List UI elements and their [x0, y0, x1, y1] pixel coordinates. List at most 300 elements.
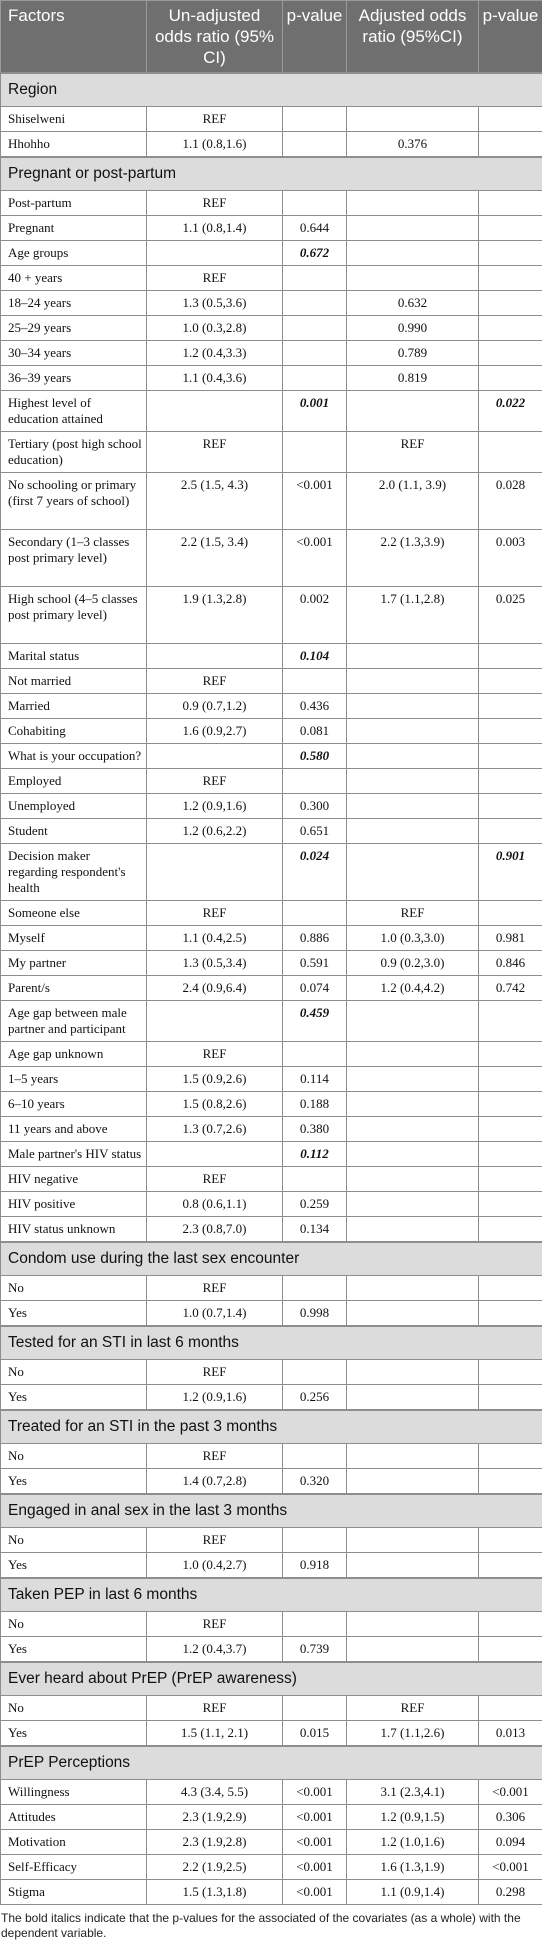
factor-cell: Myself: [1, 926, 147, 951]
p-value-adjusted-cell: [479, 241, 542, 266]
unadjusted-or-cell: 1.1 (0.8,1.4): [147, 216, 283, 241]
header-factors: Factors: [1, 1, 147, 74]
adjusted-or-cell: [347, 844, 479, 901]
table-row: [1, 530, 542, 587]
factor-cell: 25–29 years: [1, 316, 147, 341]
p-value-adjusted-cell: [479, 1637, 542, 1663]
adjusted-or-cell: [347, 669, 479, 694]
table-row: [1, 1192, 542, 1217]
factor-cell: Shiselweni: [1, 107, 147, 132]
p-value-unadjusted-cell: 0.918: [283, 1553, 347, 1579]
p-value-unadjusted-cell: [283, 669, 347, 694]
adjusted-or-cell: [347, 1360, 479, 1385]
adjusted-or-cell: [347, 216, 479, 241]
unadjusted-or-cell: [147, 644, 283, 669]
adjusted-or-cell: [347, 1444, 479, 1469]
p-value-adjusted-cell: [479, 1385, 542, 1411]
section-label: Region: [1, 73, 542, 107]
unadjusted-or-cell: 0.9 (0.7,1.2): [147, 694, 283, 719]
adjusted-or-cell: 1.6 (1.3,1.9): [347, 1855, 479, 1880]
p-value-unadjusted-cell: [283, 1528, 347, 1553]
p-value-unadjusted-cell: <0.001: [283, 473, 347, 530]
adjusted-or-cell: [347, 1612, 479, 1637]
unadjusted-or-cell: 1.1 (0.8,1.6): [147, 132, 283, 158]
p-value-adjusted-cell: [479, 1042, 542, 1067]
p-value-unadjusted-cell: [283, 291, 347, 316]
factor-cell: Yes: [1, 1301, 147, 1327]
p-value-unadjusted-cell: 0.256: [283, 1385, 347, 1411]
unadjusted-or-cell: 1.5 (0.9,2.6): [147, 1067, 283, 1092]
table-row: [1, 1721, 542, 1747]
unadjusted-or-cell: [147, 744, 283, 769]
adjusted-or-cell: [347, 241, 479, 266]
adjusted-or-cell: 0.632: [347, 291, 479, 316]
header-p-value-adjusted: p-value: [479, 1, 542, 74]
adjusted-or-cell: [347, 1117, 479, 1142]
group-header-row: [1, 644, 542, 669]
unadjusted-or-cell: 1.1 (0.4,3.6): [147, 366, 283, 391]
p-value-adjusted-cell: 0.981: [479, 926, 542, 951]
table-row: [1, 432, 542, 473]
factor-cell: Employed: [1, 769, 147, 794]
factor-cell: Yes: [1, 1469, 147, 1495]
group-header-row: [1, 844, 542, 901]
factor-cell: Highest level of education attained: [1, 391, 147, 432]
p-value-unadjusted-cell: [283, 1612, 347, 1637]
p-value-adjusted-cell: [479, 266, 542, 291]
table-row: [1, 216, 542, 241]
factor-cell: Parent/s: [1, 976, 147, 1001]
adjusted-or-cell: [347, 1142, 479, 1167]
p-value-unadjusted-cell: <0.001: [283, 1880, 347, 1905]
p-value-adjusted-cell: [479, 366, 542, 391]
p-value-adjusted-cell: 0.094: [479, 1830, 542, 1855]
factor-cell: What is your occupation?: [1, 744, 147, 769]
p-value-adjusted-cell: [479, 191, 542, 216]
table-row: [1, 316, 542, 341]
p-value-adjusted-cell: [479, 1276, 542, 1301]
group-header-row: [1, 744, 542, 769]
factor-cell: 1–5 years: [1, 1067, 147, 1092]
factor-cell: Tertiary (post high school education): [1, 432, 147, 473]
p-value-adjusted-cell: [479, 341, 542, 366]
adjusted-or-cell: [347, 1637, 479, 1663]
unadjusted-or-cell: [147, 844, 283, 901]
unadjusted-or-cell: REF: [147, 769, 283, 794]
p-value-unadjusted-cell: 0.739: [283, 1637, 347, 1663]
adjusted-or-cell: [347, 769, 479, 794]
adjusted-or-cell: [347, 191, 479, 216]
p-value-adjusted-cell: [479, 819, 542, 844]
p-value-unadjusted-cell: [283, 341, 347, 366]
header-p-value-unadjusted: p-value: [283, 1, 347, 74]
adjusted-or-cell: [347, 107, 479, 132]
p-value-adjusted-cell: [479, 1301, 542, 1327]
table-row: [1, 1385, 542, 1411]
unadjusted-or-cell: [147, 1142, 283, 1167]
p-value-unadjusted-cell: <0.001: [283, 1830, 347, 1855]
unadjusted-or-cell: REF: [147, 901, 283, 926]
unadjusted-or-cell: 1.2 (0.9,1.6): [147, 1385, 283, 1411]
table-row: [1, 1830, 542, 1855]
p-value-adjusted-cell: [479, 694, 542, 719]
factor-cell: Secondary (1–3 classes post primary level): [1, 530, 147, 587]
adjusted-or-cell: [347, 719, 479, 744]
unadjusted-or-cell: 1.5 (0.8,2.6): [147, 1092, 283, 1117]
adjusted-or-cell: REF: [347, 432, 479, 473]
adjusted-or-cell: 2.0 (1.1, 3.9): [347, 473, 479, 530]
table-row: [1, 1696, 542, 1721]
p-value-unadjusted-cell: 0.644: [283, 216, 347, 241]
unadjusted-or-cell: REF: [147, 1360, 283, 1385]
factor-cell: Yes: [1, 1553, 147, 1579]
adjusted-or-cell: 1.7 (1.1,2.6): [347, 1721, 479, 1747]
factor-cell: No: [1, 1444, 147, 1469]
table-row: [1, 1855, 542, 1880]
factor-cell: No: [1, 1276, 147, 1301]
adjusted-or-cell: 3.1 (2.3,4.1): [347, 1780, 479, 1805]
factor-cell: 30–34 years: [1, 341, 147, 366]
p-value-unadjusted-cell: [283, 1042, 347, 1067]
p-value-unadjusted-cell: 0.320: [283, 1469, 347, 1495]
unadjusted-or-cell: 1.5 (1.3,1.8): [147, 1880, 283, 1905]
section-label: PrEP Perceptions: [1, 1746, 542, 1780]
table-row: [1, 1553, 542, 1579]
p-value-unadjusted-cell: [283, 769, 347, 794]
unadjusted-or-cell: 2.2 (1.9,2.5): [147, 1855, 283, 1880]
table-row: [1, 819, 542, 844]
adjusted-or-cell: [347, 644, 479, 669]
table-row: [1, 107, 542, 132]
factor-cell: 11 years and above: [1, 1117, 147, 1142]
unadjusted-or-cell: 2.5 (1.5, 4.3): [147, 473, 283, 530]
p-value-unadjusted-cell: 0.998: [283, 1301, 347, 1327]
factor-cell: Decision maker regarding respondent's health: [1, 844, 147, 901]
unadjusted-or-cell: REF: [147, 1042, 283, 1067]
unadjusted-or-cell: 1.3 (0.5,3.4): [147, 951, 283, 976]
p-value-adjusted-cell: 0.028: [479, 473, 542, 530]
adjusted-or-cell: [347, 794, 479, 819]
section-label: Taken PEP in last 6 months: [1, 1578, 542, 1612]
unadjusted-or-cell: 1.3 (0.5,3.6): [147, 291, 283, 316]
table-row: [1, 1092, 542, 1117]
p-value-adjusted-cell: [479, 769, 542, 794]
section-row: [1, 1494, 542, 1528]
factor-cell: Student: [1, 819, 147, 844]
p-value-unadjusted-cell: [283, 1167, 347, 1192]
factor-cell: Pregnant: [1, 216, 147, 241]
p-value-unadjusted-cell: [283, 107, 347, 132]
unadjusted-or-cell: 1.2 (0.6,2.2): [147, 819, 283, 844]
p-value-adjusted-cell: [479, 1553, 542, 1579]
factor-cell: No: [1, 1360, 147, 1385]
unadjusted-or-cell: 2.2 (1.5, 3.4): [147, 530, 283, 587]
p-value-unadjusted-cell: 0.672: [283, 241, 347, 266]
section-label: Engaged in anal sex in the last 3 months: [1, 1494, 542, 1528]
adjusted-or-cell: [347, 1385, 479, 1411]
group-header-row: [1, 241, 542, 266]
factor-cell: Attitudes: [1, 1805, 147, 1830]
factor-cell: Self-Efficacy: [1, 1855, 147, 1880]
p-value-unadjusted-cell: [283, 266, 347, 291]
p-value-adjusted-cell: [479, 1067, 542, 1092]
adjusted-or-cell: REF: [347, 1696, 479, 1721]
factor-cell: Not married: [1, 669, 147, 694]
table-row: [1, 1217, 542, 1243]
p-value-adjusted-cell: [479, 1469, 542, 1495]
p-value-adjusted-cell: [479, 901, 542, 926]
p-value-unadjusted-cell: <0.001: [283, 1855, 347, 1880]
unadjusted-or-cell: 1.9 (1.3,2.8): [147, 587, 283, 644]
adjusted-or-cell: [347, 1528, 479, 1553]
section-row: [1, 1746, 542, 1780]
table-row: [1, 266, 542, 291]
adjusted-or-cell: 0.376: [347, 132, 479, 158]
p-value-adjusted-cell: [479, 1360, 542, 1385]
factor-cell: Age groups: [1, 241, 147, 266]
adjusted-or-cell: [347, 1042, 479, 1067]
table-row: [1, 1612, 542, 1637]
p-value-unadjusted-cell: [283, 1444, 347, 1469]
p-value-unadjusted-cell: 0.436: [283, 694, 347, 719]
p-value-unadjusted-cell: <0.001: [283, 530, 347, 587]
factor-cell: No: [1, 1528, 147, 1553]
factor-cell: HIV negative: [1, 1167, 147, 1192]
adjusted-or-cell: 1.2 (0.9,1.5): [347, 1805, 479, 1830]
table-row: [1, 694, 542, 719]
p-value-adjusted-cell: [479, 316, 542, 341]
unadjusted-or-cell: 4.3 (3.4, 5.5): [147, 1780, 283, 1805]
section-label: Pregnant or post-partum: [1, 157, 542, 191]
p-value-adjusted-cell: 0.306: [479, 1805, 542, 1830]
p-value-unadjusted-cell: 0.300: [283, 794, 347, 819]
table-footnote: The bold italics indicate that the p-values for the associated of the covariates (as a whole) with the dependent variable.: [1, 1911, 521, 1940]
p-value-unadjusted-cell: [283, 1696, 347, 1721]
factor-cell: Stigma: [1, 1880, 147, 1905]
factor-cell: My partner: [1, 951, 147, 976]
p-value-adjusted-cell: [479, 744, 542, 769]
header-adjusted-or: Adjusted odds ratio (95%CI): [347, 1, 479, 74]
adjusted-or-cell: [347, 1067, 479, 1092]
unadjusted-or-cell: REF: [147, 1167, 283, 1192]
adjusted-or-cell: [347, 1001, 479, 1042]
table-row: [1, 473, 542, 530]
adjusted-or-cell: 0.9 (0.2,3.0): [347, 951, 479, 976]
table-row: [1, 191, 542, 216]
adjusted-or-cell: 2.2 (1.3,3.9): [347, 530, 479, 587]
p-value-adjusted-cell: [479, 216, 542, 241]
p-value-unadjusted-cell: 0.886: [283, 926, 347, 951]
adjusted-or-cell: [347, 694, 479, 719]
factor-cell: Age gap between male partner and participant: [1, 1001, 147, 1042]
table-row: [1, 1067, 542, 1092]
unadjusted-or-cell: [147, 1001, 283, 1042]
p-value-unadjusted-cell: [283, 901, 347, 926]
unadjusted-or-cell: REF: [147, 1444, 283, 1469]
p-value-adjusted-cell: 0.298: [479, 1880, 542, 1905]
table-row: [1, 366, 542, 391]
table-row: [1, 1528, 542, 1553]
adjusted-or-cell: 1.2 (1.0,1.6): [347, 1830, 479, 1855]
factor-cell: Yes: [1, 1721, 147, 1747]
p-value-adjusted-cell: 0.022: [479, 391, 542, 432]
factor-cell: Someone else: [1, 901, 147, 926]
table-row: [1, 1360, 542, 1385]
table-row: [1, 1880, 542, 1905]
p-value-adjusted-cell: 0.846: [479, 951, 542, 976]
p-value-unadjusted-cell: 0.380: [283, 1117, 347, 1142]
unadjusted-or-cell: 1.0 (0.7,1.4): [147, 1301, 283, 1327]
p-value-unadjusted-cell: [283, 1360, 347, 1385]
p-value-adjusted-cell: <0.001: [479, 1780, 542, 1805]
table-row: [1, 719, 542, 744]
unadjusted-or-cell: 1.6 (0.9,2.7): [147, 719, 283, 744]
section-row: [1, 1662, 542, 1696]
p-value-adjusted-cell: [479, 1528, 542, 1553]
adjusted-or-cell: [347, 1301, 479, 1327]
factor-cell: 18–24 years: [1, 291, 147, 316]
unadjusted-or-cell: 2.4 (0.9,6.4): [147, 976, 283, 1001]
table-row: [1, 132, 542, 158]
p-value-unadjusted-cell: 0.259: [283, 1192, 347, 1217]
unadjusted-or-cell: REF: [147, 1528, 283, 1553]
p-value-adjusted-cell: [479, 1117, 542, 1142]
factor-cell: HIV status unknown: [1, 1217, 147, 1243]
p-value-adjusted-cell: [479, 107, 542, 132]
adjusted-or-cell: [347, 819, 479, 844]
unadjusted-or-cell: REF: [147, 1696, 283, 1721]
unadjusted-or-cell: [147, 241, 283, 266]
header-unadjusted-or: Un-adjusted odds ratio (95% CI): [147, 1, 283, 74]
adjusted-or-cell: [347, 1167, 479, 1192]
unadjusted-or-cell: 0.8 (0.6,1.1): [147, 1192, 283, 1217]
factor-cell: Male partner's HIV status: [1, 1142, 147, 1167]
p-value-unadjusted-cell: 0.591: [283, 951, 347, 976]
table-row: [1, 1167, 542, 1192]
table-row: [1, 1042, 542, 1067]
p-value-adjusted-cell: [479, 1167, 542, 1192]
unadjusted-or-cell: 1.2 (0.4,3.3): [147, 341, 283, 366]
unadjusted-or-cell: REF: [147, 266, 283, 291]
p-value-adjusted-cell: 0.003: [479, 530, 542, 587]
adjusted-or-cell: [347, 266, 479, 291]
unadjusted-or-cell: REF: [147, 432, 283, 473]
table-row: [1, 291, 542, 316]
p-value-unadjusted-cell: 0.114: [283, 1067, 347, 1092]
adjusted-or-cell: [347, 1217, 479, 1243]
p-value-unadjusted-cell: 0.188: [283, 1092, 347, 1117]
p-value-adjusted-cell: 0.742: [479, 976, 542, 1001]
p-value-adjusted-cell: [479, 1192, 542, 1217]
unadjusted-or-cell: 2.3 (0.8,7.0): [147, 1217, 283, 1243]
factor-cell: Age gap unknown: [1, 1042, 147, 1067]
p-value-unadjusted-cell: [283, 1276, 347, 1301]
factor-cell: 36–39 years: [1, 366, 147, 391]
adjusted-or-cell: [347, 391, 479, 432]
p-value-adjusted-cell: [479, 132, 542, 158]
p-value-unadjusted-cell: 0.002: [283, 587, 347, 644]
factor-cell: Yes: [1, 1637, 147, 1663]
section-label: Tested for an STI in last 6 months: [1, 1326, 542, 1360]
table-row: [1, 1780, 542, 1805]
p-value-adjusted-cell: [479, 432, 542, 473]
factor-cell: Willingness: [1, 1780, 147, 1805]
section-row: [1, 157, 542, 191]
p-value-adjusted-cell: [479, 291, 542, 316]
factor-cell: Hhohho: [1, 132, 147, 158]
p-value-unadjusted-cell: 0.112: [283, 1142, 347, 1167]
p-value-adjusted-cell: <0.001: [479, 1855, 542, 1880]
group-header-row: [1, 1001, 542, 1042]
p-value-adjusted-cell: [479, 794, 542, 819]
p-value-unadjusted-cell: [283, 191, 347, 216]
unadjusted-or-cell: 1.1 (0.4,2.5): [147, 926, 283, 951]
p-value-unadjusted-cell: [283, 432, 347, 473]
p-value-adjusted-cell: [479, 669, 542, 694]
unadjusted-or-cell: 1.0 (0.3,2.8): [147, 316, 283, 341]
p-value-unadjusted-cell: [283, 316, 347, 341]
factor-cell: 6–10 years: [1, 1092, 147, 1117]
adjusted-or-cell: 0.819: [347, 366, 479, 391]
p-value-adjusted-cell: 0.013: [479, 1721, 542, 1747]
p-value-unadjusted-cell: 0.651: [283, 819, 347, 844]
unadjusted-or-cell: 2.3 (1.9,2.8): [147, 1830, 283, 1855]
p-value-unadjusted-cell: [283, 132, 347, 158]
adjusted-or-cell: [347, 1092, 479, 1117]
section-row: [1, 73, 542, 107]
table-header: [1, 1, 542, 74]
header-row: [1, 1, 542, 74]
table-body: [1, 73, 542, 1905]
table-row: [1, 1276, 542, 1301]
section-row: [1, 1578, 542, 1612]
table-row: [1, 1805, 542, 1830]
factor-cell: No schooling or primary (first 7 years of school): [1, 473, 147, 530]
p-value-adjusted-cell: 0.901: [479, 844, 542, 901]
p-value-unadjusted-cell: <0.001: [283, 1780, 347, 1805]
adjusted-or-cell: 1.2 (0.4,4.2): [347, 976, 479, 1001]
table-row: [1, 926, 542, 951]
factor-cell: High school (4–5 classes post primary level): [1, 587, 147, 644]
p-value-unadjusted-cell: 0.074: [283, 976, 347, 1001]
table-row: [1, 976, 542, 1001]
table-row: [1, 1117, 542, 1142]
factor-cell: No: [1, 1612, 147, 1637]
unadjusted-or-cell: [147, 391, 283, 432]
adjusted-or-cell: 1.1 (0.9,1.4): [347, 1880, 479, 1905]
factor-cell: Married: [1, 694, 147, 719]
adjusted-or-cell: [347, 1469, 479, 1495]
section-row: [1, 1326, 542, 1360]
adjusted-or-cell: REF: [347, 901, 479, 926]
p-value-unadjusted-cell: 0.459: [283, 1001, 347, 1042]
p-value-unadjusted-cell: 0.580: [283, 744, 347, 769]
unadjusted-or-cell: REF: [147, 1276, 283, 1301]
adjusted-or-cell: [347, 1553, 479, 1579]
table-row: [1, 1444, 542, 1469]
unadjusted-or-cell: REF: [147, 669, 283, 694]
p-value-unadjusted-cell: 0.001: [283, 391, 347, 432]
section-row: [1, 1242, 542, 1276]
p-value-unadjusted-cell: 0.104: [283, 644, 347, 669]
factor-cell: Yes: [1, 1385, 147, 1411]
factor-cell: Motivation: [1, 1830, 147, 1855]
table-row: [1, 587, 542, 644]
table-row: [1, 669, 542, 694]
adjusted-or-cell: 0.789: [347, 341, 479, 366]
adjusted-or-cell: [347, 1192, 479, 1217]
p-value-adjusted-cell: [479, 644, 542, 669]
